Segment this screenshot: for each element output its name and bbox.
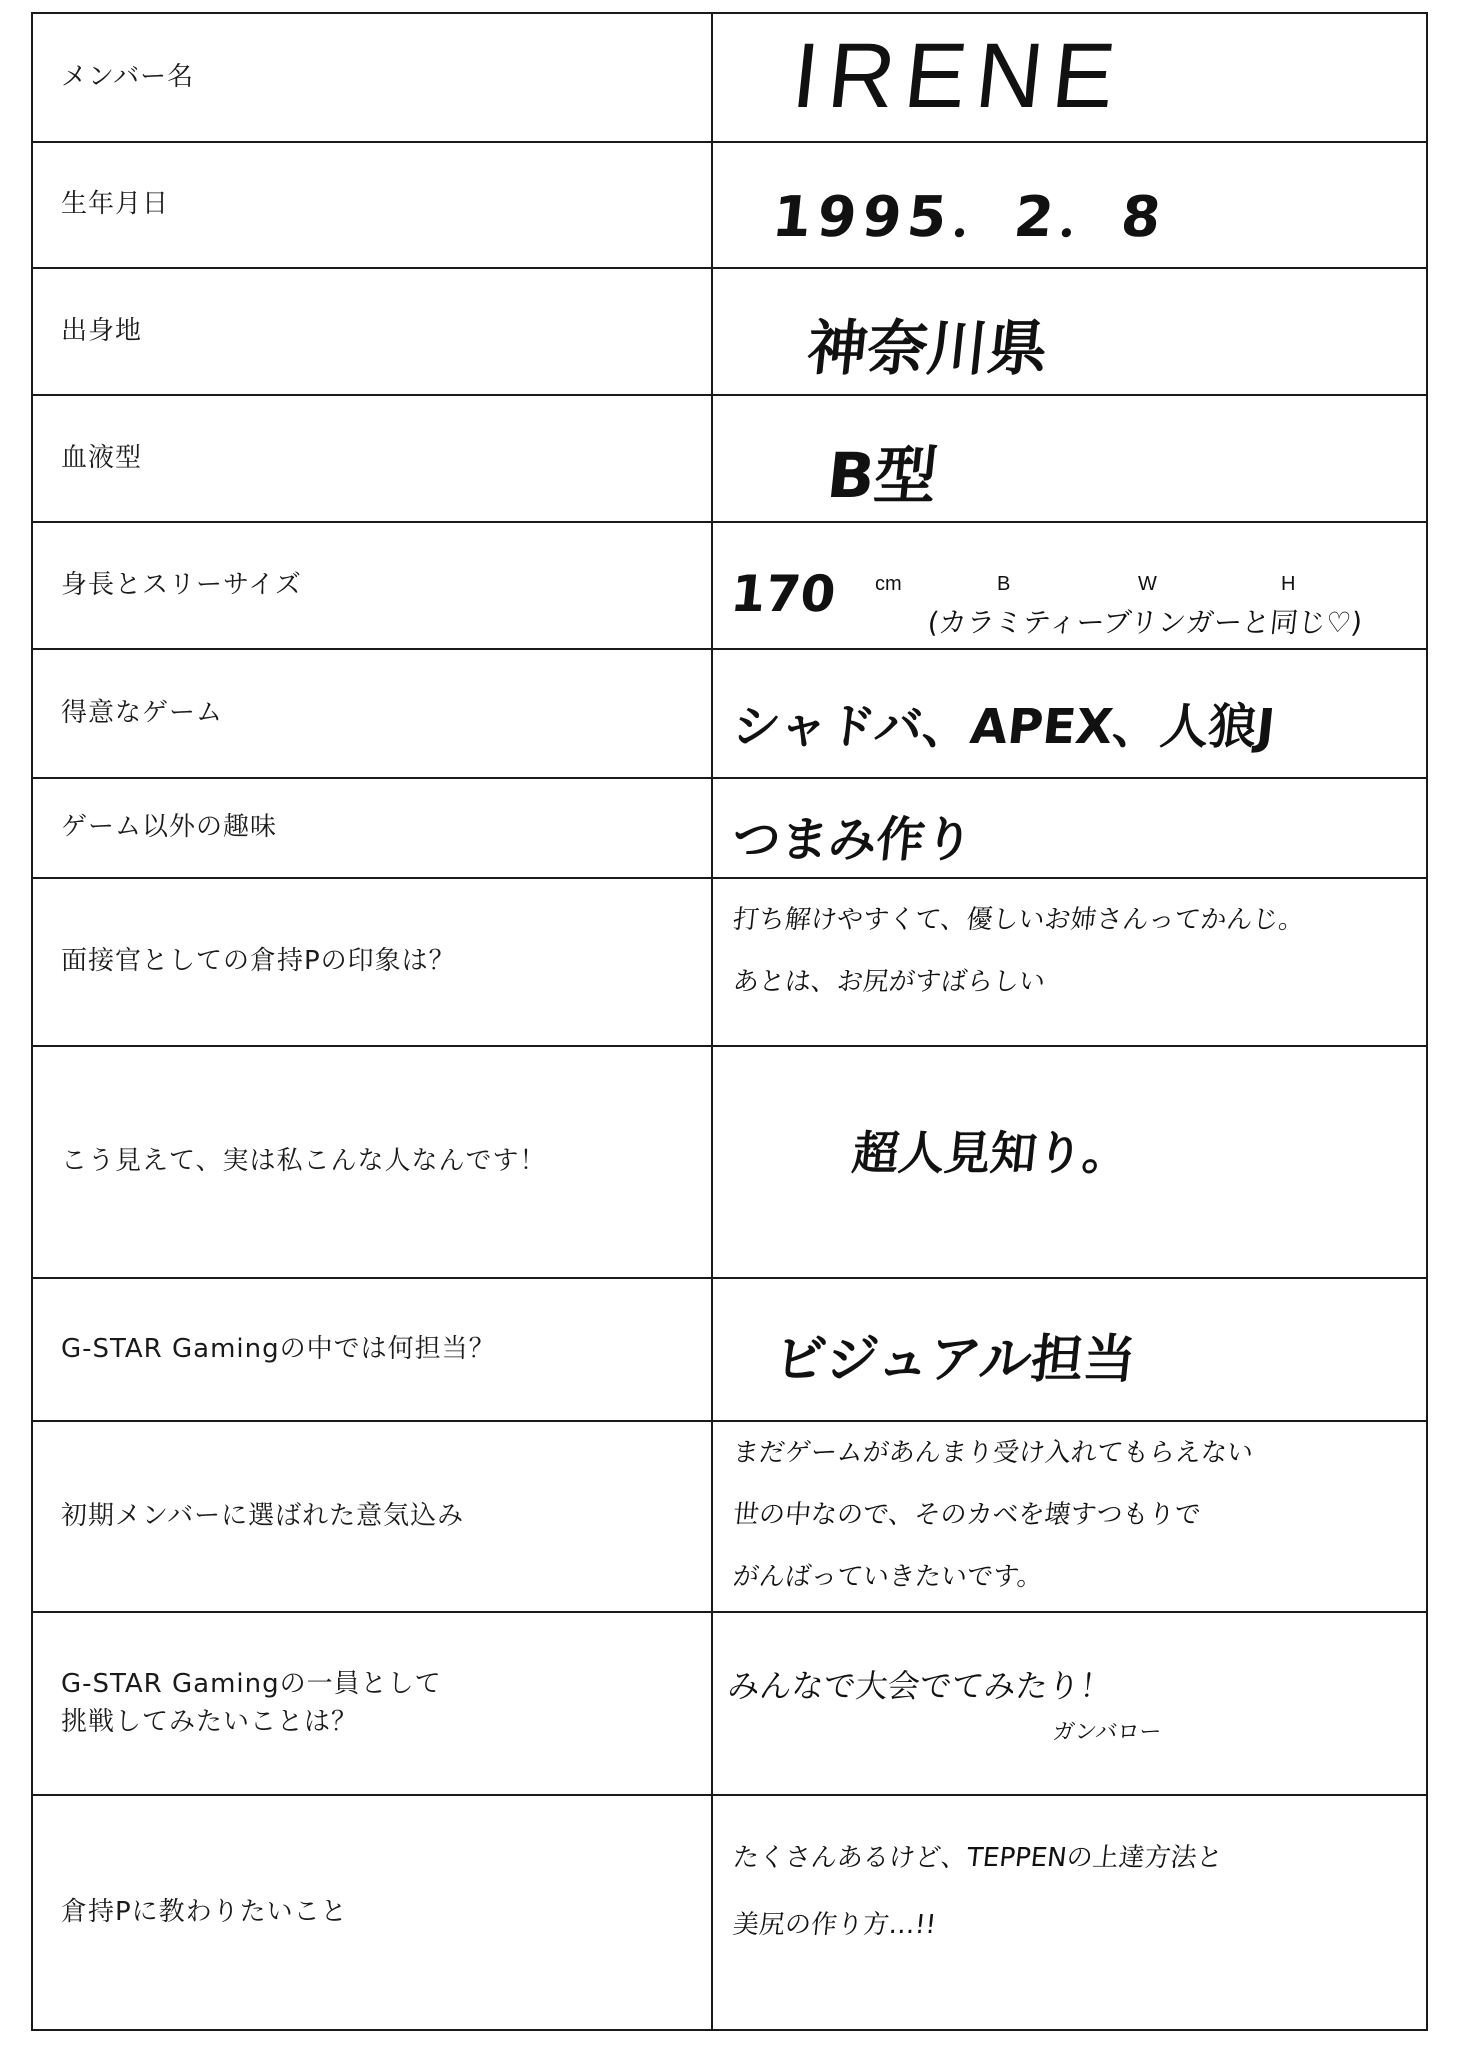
bust-label: B [997, 573, 1011, 595]
label-challenge [33, 1613, 713, 1794]
label-role: G-STAR Gamingの中では何担当？ [33, 1279, 713, 1420]
row-birthplace [33, 269, 1426, 396]
row-blood-type [33, 396, 1426, 523]
enthusiasm-lines [733, 1422, 1253, 1608]
row-favorite-games [33, 650, 1426, 779]
profile-form [31, 12, 1428, 2031]
value-role [713, 1279, 1426, 1420]
value-learn [713, 1796, 1426, 2029]
row-hobbies [33, 779, 1426, 879]
label-impression: 面接官としての倉持Pの印象は？ [33, 879, 713, 1045]
label-challenge-line-2: 挑戦してみたいことは？ [61, 1706, 359, 1737]
label-birthplace: 出身地 [33, 269, 713, 394]
label-birthdate: 生年月日 [33, 143, 713, 267]
value-favorite-games [713, 650, 1426, 777]
learn-lines [733, 1816, 1223, 1950]
birthdate-text: 1995．2．8 [769, 185, 1170, 250]
favorite-games-text: シャドバ、APEX、人狼J [729, 699, 1278, 755]
label-enthusiasm: 初期メンバーに選ばれた意気込み [33, 1422, 713, 1611]
value-height-sizes [713, 523, 1426, 648]
member-name-text: IRENE [787, 25, 1130, 127]
row-true-self [33, 1047, 1426, 1279]
impression-lines [731, 889, 1307, 1013]
hobbies-text: つまみ作り [729, 812, 976, 868]
label-hobbies: ゲーム以外の趣味 [33, 779, 713, 877]
label-true-self: こう見えて、実は私こんな人なんです！ [33, 1047, 713, 1277]
enthusiasm-line-1: まだゲームがあんまり受け入れてもらえない [731, 1438, 1255, 1468]
challenge-text: みんなで大会でてみたり！ [725, 1667, 1114, 1705]
enthusiasm-line-3: がんばっていきたいです。 [731, 1562, 1045, 1592]
value-birthdate [713, 143, 1426, 267]
impression-line-2: あとは、お尻がすばらしい [731, 967, 1047, 997]
enthusiasm-line-2: 世の中なので、そのカベを壊すつもりで [731, 1500, 1203, 1530]
value-enthusiasm [713, 1422, 1426, 1611]
sizes-note: (カラミティーブリンガーと同じ♡) [926, 606, 1364, 639]
value-challenge [713, 1613, 1426, 1794]
value-true-self [713, 1047, 1426, 1277]
row-impression [33, 879, 1426, 1047]
label-height-sizes: 身長とスリーサイズ [33, 523, 713, 648]
row-learn [33, 1796, 1426, 2029]
blood-type-text: B型 [823, 439, 941, 512]
label-member-name: メンバー名 [33, 14, 713, 141]
hip-label: H [1281, 573, 1296, 595]
height-text: 170 [727, 565, 839, 623]
row-role [33, 1279, 1426, 1422]
row-enthusiasm [33, 1422, 1426, 1613]
row-challenge [33, 1613, 1426, 1796]
value-impression [713, 879, 1426, 1045]
challenge-sub-text: ガンバロー [1051, 1720, 1163, 1745]
row-birthdate [33, 143, 1426, 269]
learn-line-2: 美尻の作り方…!! [731, 1910, 938, 1940]
value-hobbies [713, 779, 1426, 877]
height-unit: cm [875, 573, 902, 595]
learn-line-1: たくさんあるけど、TEPPENの上達方法と [731, 1843, 1225, 1873]
row-member-name [33, 14, 1426, 143]
true-self-text: 超人見知り。 [849, 1126, 1132, 1180]
label-favorite-games: 得意なゲーム [33, 650, 713, 777]
label-blood-type: 血液型 [33, 396, 713, 521]
waist-label: W [1138, 573, 1157, 595]
impression-line-1: 打ち解けやすくて、優しいお姉さんってかんじ。 [731, 905, 1307, 935]
value-birthplace [713, 269, 1426, 394]
value-member-name [713, 14, 1426, 141]
value-blood-type [713, 396, 1426, 521]
label-learn: 倉持Pに教わりたいこと [33, 1796, 713, 2029]
label-challenge-line-1: G-STAR Gamingの一員として [61, 1668, 442, 1699]
birthplace-text: 神奈川県 [803, 314, 1052, 384]
row-height-sizes [33, 523, 1426, 650]
role-text: ビジュアル担当 [771, 1330, 1139, 1390]
